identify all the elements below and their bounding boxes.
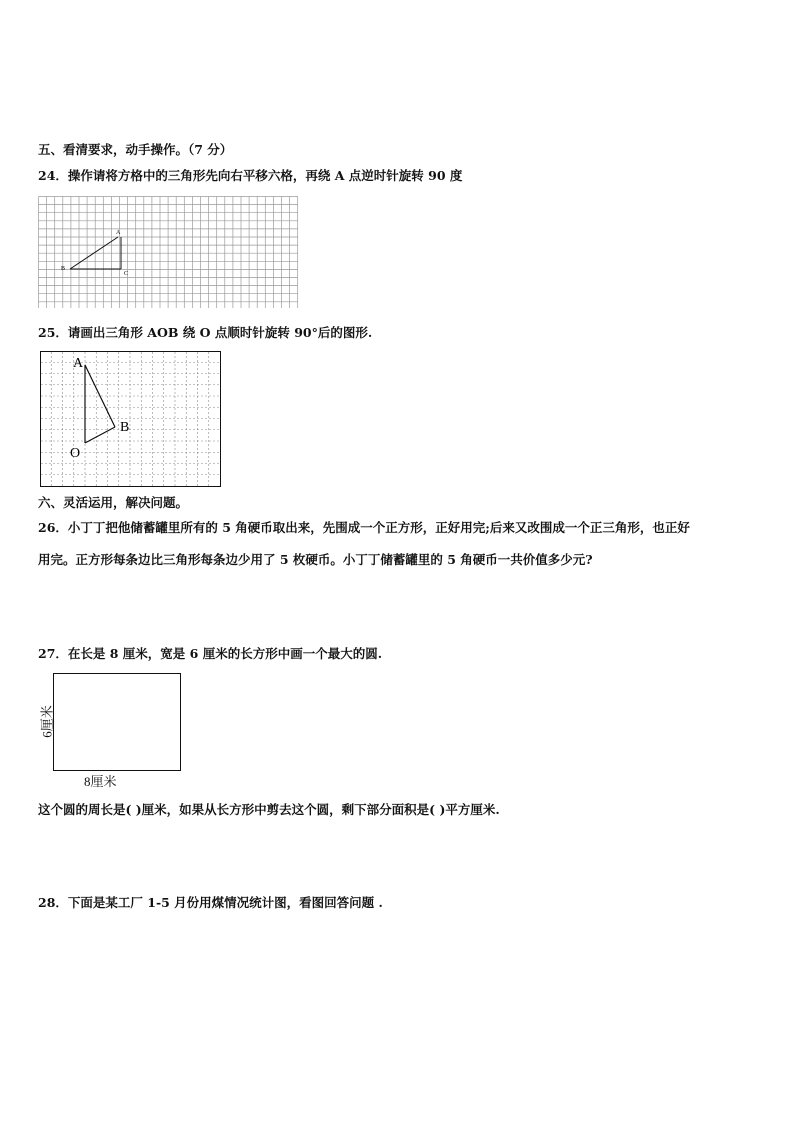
width-label: 8厘米 xyxy=(84,774,117,789)
section-6-heading: 六、灵活运用，解决问题。 xyxy=(38,495,189,510)
point-label-b: B xyxy=(120,420,130,435)
q25-grid-border xyxy=(41,352,221,487)
question-26-line-2: 用完。正方形每条边比三角形每条边少用了 5 枚硬币。小丁丁储蓄罐里的 5 角硬币一共价值多少元? xyxy=(38,552,593,567)
height-label: 6厘米 xyxy=(39,705,55,738)
point-label-b: B xyxy=(61,266,66,272)
point-label-a: A xyxy=(116,230,121,236)
q24-grid-figure xyxy=(38,196,300,309)
point-label-c: C xyxy=(124,271,129,277)
question-27-answer-line: 这个圆的周长是( )厘米，如果从长方形中剪去这个圆，剩下部分面积是( )平方厘米. xyxy=(38,802,500,817)
rectangle-figure xyxy=(53,673,181,771)
q25-grid-figure xyxy=(40,351,222,487)
question-25-text: 25．请画出三角形 AOB 绕 O 点顺时针旋转 90°后的图形. xyxy=(38,325,373,340)
question-28-text: 28．下面是某工厂 1-5 月份用煤情况统计图，看图回答问题 . xyxy=(38,895,383,910)
question-24-text: 24．操作请将方格中的三角形先向右平移六格，再绕 A 点逆时针旋转 90 度 xyxy=(38,168,463,183)
point-label-a: A xyxy=(73,356,84,371)
question-26-line-1: 26．小丁丁把他储蓄罐里所有的 5 角硬币取出来，先围成一个正方形，正好用完;后来又改围成一个正三角形，也正好 xyxy=(38,520,690,535)
section-5-heading: 五、看清要求，动手操作。（7 分） xyxy=(38,142,233,157)
question-27-text: 27．在长是 8 厘米，宽是 6 厘米的长方形中画一个最大的圆. xyxy=(38,646,383,661)
point-label-o: O xyxy=(70,446,81,461)
